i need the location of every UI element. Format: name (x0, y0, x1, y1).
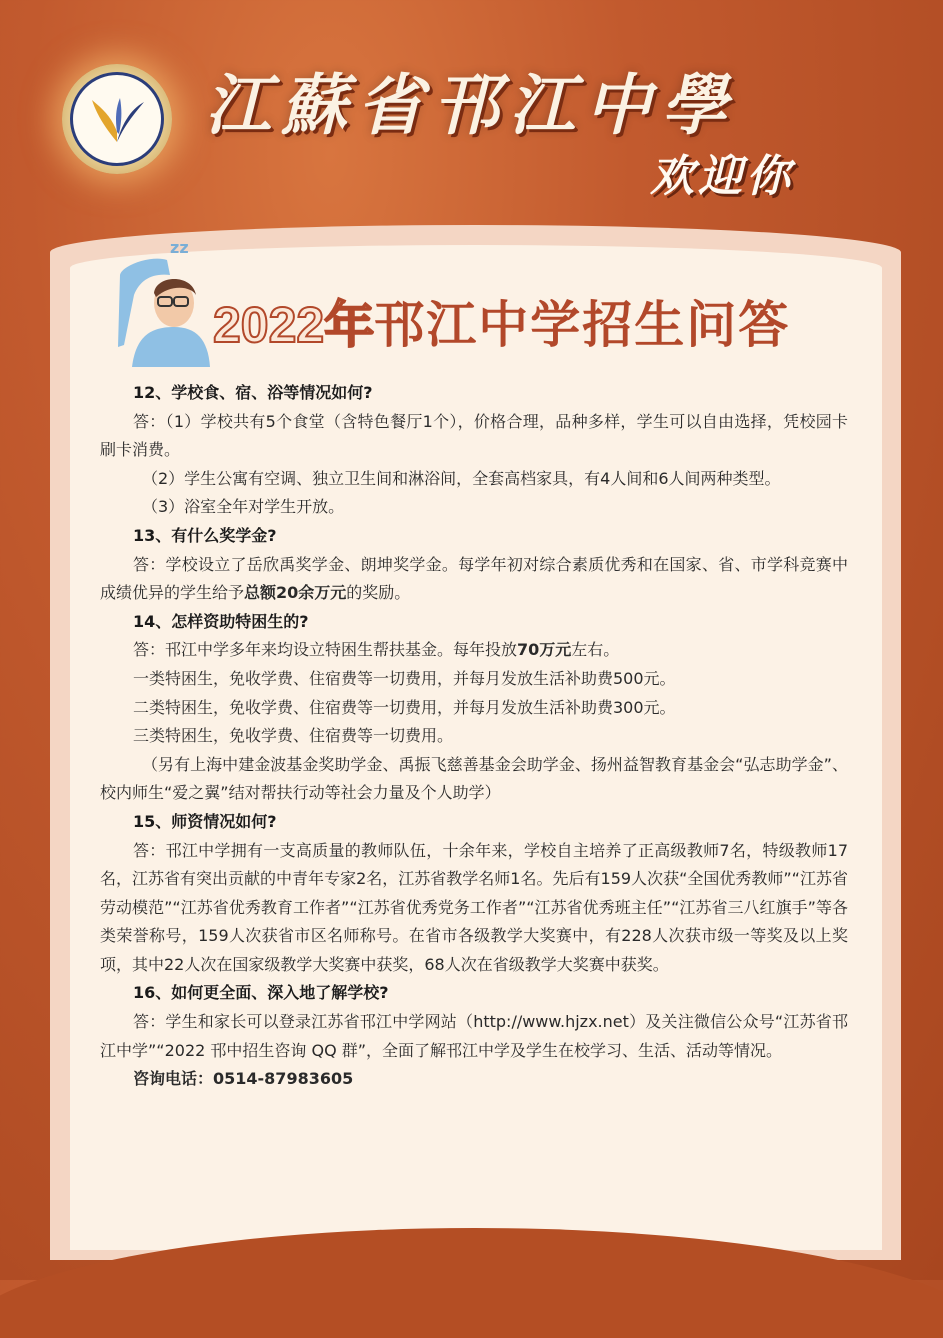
answer-text-part: 答：邗江中学多年来均设立特困生帮扶基金。每年投放 (133, 640, 518, 660)
answer-text: （3）浴室全年对学生开放。 (142, 497, 345, 517)
answer-text: 答：（1）学校共有5个食堂（含特色餐厅1个），价格合理，品种多样，学生可以自由选择，凭校园卡刷卡消费。 (100, 411, 848, 460)
answer-text (100, 551, 848, 608)
answer-text: 三类特困生，免收学费、住宿费等一切费用。 (133, 726, 454, 746)
thinking-person-illustration (112, 235, 222, 370)
banner-title: 邗江中学招生问答 (374, 296, 791, 354)
sleep-z-icon: zz (170, 238, 189, 257)
header (0, 0, 943, 240)
answer-text (100, 636, 848, 665)
question-15: 15、师资情况如何? (133, 811, 277, 831)
answer-text-part: 答：学校设立了岳欣禹奖学金、朗坤奖学金。每学年初对综合素质优秀和在国家、省、市学科竞赛中成绩优异的学生给予 (100, 554, 848, 603)
answer-text: （另有上海中建金波基金奖助学金、禹振飞慈善基金会助学金、扬州益智教育基金会“弘志助学金”、校内师生“爱之翼”结对帮扶行动等社会力量及个人助学） (100, 754, 848, 803)
scholarship-amount: 总额20余万元 (244, 583, 347, 603)
school-title: 江蘇省邗江中學 (205, 66, 737, 144)
answer-text-part: 的奖励。 (346, 583, 411, 603)
contact-phone: 咨询电话：0514-87983605 (133, 1069, 354, 1089)
answer-text-part: 左右。 (571, 640, 620, 660)
answer-text: 一类特困生，免收学费、住宿费等一切费用，并每月发放生活补助费500元。 (133, 668, 676, 688)
qa-content (100, 379, 848, 1094)
question-12: 12、学校食、宿、浴等情况如何? (133, 383, 373, 402)
qa-banner-title (213, 285, 790, 357)
question-13: 13、有什么奖学金? (133, 525, 277, 545)
school-logo (62, 64, 172, 174)
fund-amount: 70万元 (517, 640, 572, 660)
logo-emblem-icon (82, 84, 152, 154)
welcome-text: 欢迎你 (650, 151, 794, 202)
banner-year: 2022年 (213, 297, 375, 353)
question-16: 16、如何更全面、深入地了解学校? (133, 983, 389, 1003)
answer-text: 答：邗江中学拥有一支高质量的教师队伍，十余年来，学校自主培养了正高级教师7名，特级教师17名，江苏省有突出贡献的中青年专家2名，江苏省教学名师1名。先后有159人次获“全国优秀教师”“江苏省劳动模范”“江苏省优秀教育工作者”“江苏省优秀党务工作者”“江苏省优秀班主任”“江苏省三八红旗手”等各类荣誉称号，159人次获省市区名师称号。在省市各级教学大奖赛中，有228人次获市级一等奖及以上奖项，其中22人次在国家级教学大奖赛中获奖，68人次在省级教学大奖赛中获奖。 (100, 840, 848, 974)
answer-text: 答：学生和家长可以登录江苏省邗江中学网站（http://www.hjzx.net）及关注微信公众号“江苏省邗江中学”“2022 邗中招生咨询 QQ 群”，全面了解邗江中学及学生在校学习、生活、活动等情况。 (100, 1012, 848, 1060)
question-14: 14、怎样资助特困生的? (133, 611, 309, 631)
answer-text: 二类特困生，免收学费、住宿费等一切费用，并每月发放生活补助费300元。 (133, 697, 676, 717)
answer-text: （2）学生公寓有空调、独立卫生间和淋浴间，全套高档家具，有4人间和6人间两种类型。 (142, 468, 781, 488)
